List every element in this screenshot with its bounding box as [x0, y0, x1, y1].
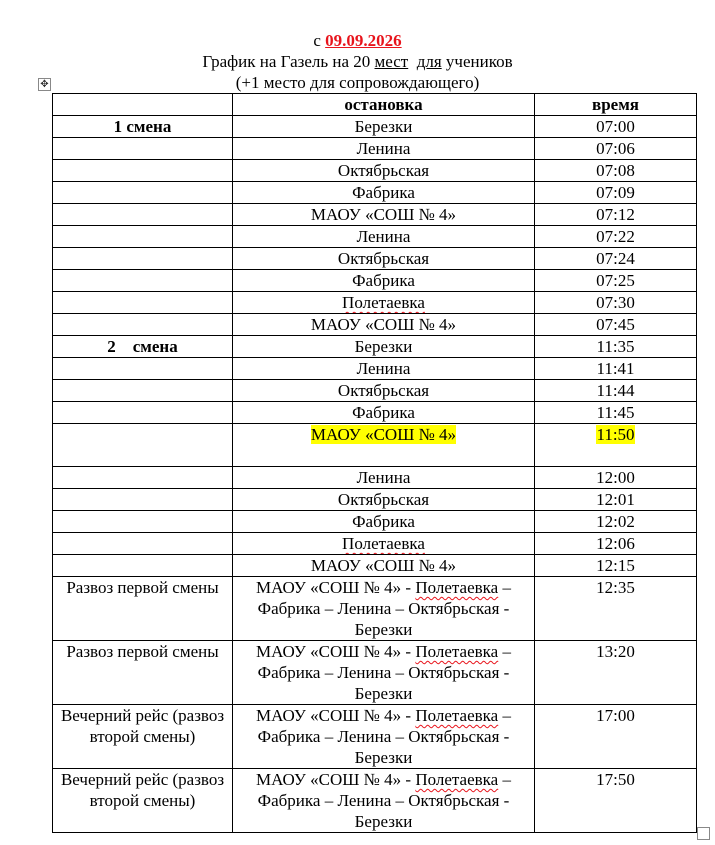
table-row: [53, 226, 697, 248]
stop-cell: [233, 138, 535, 160]
time-cell: [535, 555, 697, 577]
stop-name: Ленина: [356, 227, 411, 246]
shift-cell: [53, 467, 233, 489]
stop-name: Октябрьская: [337, 381, 430, 400]
start-date: 09.09.2026: [325, 31, 402, 50]
shift-cell: [53, 424, 233, 467]
time-cell: [535, 226, 697, 248]
stop-cell: [233, 270, 535, 292]
route-stop: Полетаевка: [415, 770, 499, 789]
stop-cell: [233, 336, 535, 358]
route-time-cell: 13:20: [535, 641, 697, 705]
table-row: [53, 467, 697, 489]
time-cell: [535, 358, 697, 380]
time-cell: [535, 248, 697, 270]
time-cell: [535, 270, 697, 292]
stop-name: Березки: [354, 337, 413, 356]
time-value: 12:15: [596, 556, 635, 575]
shift-cell: [53, 380, 233, 402]
table-row: [53, 380, 697, 402]
shift-cell: [53, 533, 233, 555]
header-cell-stop: остановка: [233, 94, 535, 116]
stop-cell: [233, 424, 535, 467]
stop-cell: [233, 314, 535, 336]
route-start: МАОУ «СОШ № 4» -: [256, 642, 416, 661]
time-cell: [535, 314, 697, 336]
route-row: [53, 769, 697, 833]
stop-name: Фабрика: [352, 183, 415, 202]
table-row: [53, 533, 697, 555]
table-row: [53, 358, 697, 380]
shift-cell: [53, 248, 233, 270]
stop-cell: [233, 292, 535, 314]
time-value: 07:22: [596, 227, 635, 246]
route-start: МАОУ «СОШ № 4» -: [256, 578, 416, 597]
shift-cell: [53, 226, 233, 248]
stop-name: Ленина: [356, 139, 411, 158]
stop-name: Полетаевка: [342, 293, 425, 312]
time-cell: [535, 402, 697, 424]
title-part: График на Газель на 20: [202, 52, 375, 71]
end-of-cell-marker: [697, 827, 710, 840]
shift-cell: [53, 138, 233, 160]
time-value: 07:08: [596, 161, 635, 180]
time-value: 07:09: [596, 183, 635, 202]
stop-name: Октябрьская: [337, 161, 430, 180]
route-shift-cell: Развоз первой смены: [53, 641, 233, 705]
route-rest: – Фабрика – Ленина – Октябрьская - Березки: [257, 578, 511, 639]
document-subtitle: (+1 место для сопровождающего): [235, 73, 480, 92]
time-value: 12:00: [596, 468, 635, 487]
stop-cell: [233, 248, 535, 270]
table-row: [53, 292, 697, 314]
stop-name: Фабрика: [352, 512, 415, 531]
time-cell: [535, 204, 697, 226]
time-cell: [535, 116, 697, 138]
route-stop: Полетаевка: [415, 578, 499, 597]
stop-name: Полетаевка: [342, 534, 425, 553]
stop-cell: [233, 226, 535, 248]
stop-cell: [233, 402, 535, 424]
time-value: 07:24: [596, 249, 635, 268]
time-cell: [535, 489, 697, 511]
stop-cell: [233, 467, 535, 489]
table-header-row: [53, 94, 697, 116]
time-value: 11:45: [596, 403, 635, 422]
route-rest: – Фабрика – Ленина – Октябрьская - Березки: [257, 642, 511, 703]
shift-cell: [53, 292, 233, 314]
title-space: [408, 52, 417, 71]
table-row: [53, 116, 697, 138]
table-row: [53, 270, 697, 292]
table-row: [53, 314, 697, 336]
time-cell: [535, 160, 697, 182]
stop-name: Фабрика: [352, 403, 415, 422]
stop-name: МАОУ «СОШ № 4»: [310, 205, 457, 224]
route-time-cell: 12:35: [535, 577, 697, 641]
stop-cell: [233, 358, 535, 380]
shift-cell: [53, 402, 233, 424]
document-title: [0, 52, 715, 72]
table-row: [53, 336, 697, 358]
stop-cell: [233, 555, 535, 577]
stop-name: Октябрьская: [337, 249, 430, 268]
stop-name: Октябрьская: [337, 490, 430, 509]
time-cell: [535, 380, 697, 402]
time-value: 07:25: [596, 271, 635, 290]
route-shift-cell: Вечерний рейс (развоз второй смены): [53, 769, 233, 833]
time-cell: [535, 182, 697, 204]
table-row: [53, 424, 697, 467]
stop-cell: [233, 533, 535, 555]
shift-cell: [53, 511, 233, 533]
stop-name: Фабрика: [352, 271, 415, 290]
table-row: [53, 204, 697, 226]
route-shift-cell: Развоз первой смены: [53, 577, 233, 641]
date-line: [0, 31, 715, 51]
shift-cell: 2 смена: [53, 336, 233, 358]
route-row: [53, 705, 697, 769]
shift-cell: [53, 314, 233, 336]
route-start: МАОУ «СОШ № 4» -: [256, 770, 416, 789]
stop-cell: [233, 489, 535, 511]
time-value: 11:35: [596, 337, 635, 356]
time-value: 07:30: [596, 293, 635, 312]
stop-cell: [233, 116, 535, 138]
route-cell: [233, 641, 535, 705]
title-part: учеников: [441, 52, 513, 71]
shift-cell: 1 смена: [53, 116, 233, 138]
route-time-cell: 17:50: [535, 769, 697, 833]
time-value: 07:45: [596, 315, 635, 334]
time-value: 12:02: [596, 512, 635, 531]
time-cell: [535, 467, 697, 489]
stop-name: Ленина: [356, 359, 411, 378]
stop-cell: [233, 511, 535, 533]
stop-name: МАОУ «СОШ № 4»: [310, 425, 457, 444]
route-row: [53, 577, 697, 641]
route-stop: Полетаевка: [415, 642, 499, 661]
shift-cell: [53, 270, 233, 292]
route-cell: [233, 769, 535, 833]
table-row: [53, 182, 697, 204]
route-stop: Полетаевка: [415, 706, 499, 725]
shift-cell: [53, 182, 233, 204]
stop-name: МАОУ «СОШ № 4»: [310, 315, 457, 334]
time-value: 07:00: [596, 117, 635, 136]
table-row: [53, 248, 697, 270]
shift-cell: [53, 555, 233, 577]
stop-cell: [233, 380, 535, 402]
time-cell: [535, 292, 697, 314]
shift-cell: [53, 160, 233, 182]
stop-cell: [233, 182, 535, 204]
title-underlined-word: для: [416, 52, 442, 71]
time-cell: [535, 138, 697, 160]
table-row: [53, 138, 697, 160]
time-cell: [535, 511, 697, 533]
time-value: 11:41: [596, 359, 635, 378]
time-cell: [535, 424, 697, 467]
route-rest: – Фабрика – Ленина – Октябрьская - Березки: [257, 706, 511, 767]
header-cell-time: время: [535, 94, 697, 116]
table-row: [53, 402, 697, 424]
stop-name: МАОУ «СОШ № 4»: [310, 556, 457, 575]
time-value: 11:50: [596, 425, 635, 444]
stop-name: Ленина: [356, 468, 411, 487]
time-cell: [535, 336, 697, 358]
stop-cell: [233, 160, 535, 182]
schedule-table: [52, 93, 697, 833]
route-cell: [233, 705, 535, 769]
header-cell: [53, 94, 233, 116]
time-cell: [535, 533, 697, 555]
title-underlined-word: мест: [374, 52, 409, 71]
table-row: [53, 489, 697, 511]
table-row: [53, 555, 697, 577]
route-shift-cell: Вечерний рейс (развоз второй смены): [53, 705, 233, 769]
table-row: [53, 511, 697, 533]
shift-cell: [53, 358, 233, 380]
time-value: 11:44: [596, 381, 635, 400]
time-value: 07:06: [596, 139, 635, 158]
table-row: [53, 160, 697, 182]
time-value: 12:01: [596, 490, 635, 509]
route-row: [53, 641, 697, 705]
stop-cell: [233, 204, 535, 226]
time-value: 12:06: [596, 534, 635, 553]
shift-cell: [53, 204, 233, 226]
stop-name: Березки: [354, 117, 413, 136]
time-value: 07:12: [596, 205, 635, 224]
route-start: МАОУ «СОШ № 4» -: [256, 706, 416, 725]
route-cell: [233, 577, 535, 641]
shift-cell: [53, 489, 233, 511]
move-icon[interactable]: ✥: [38, 78, 51, 91]
date-prefix: с: [313, 31, 326, 50]
route-time-cell: 17:00: [535, 705, 697, 769]
route-rest: – Фабрика – Ленина – Октябрьская - Березки: [257, 770, 511, 831]
